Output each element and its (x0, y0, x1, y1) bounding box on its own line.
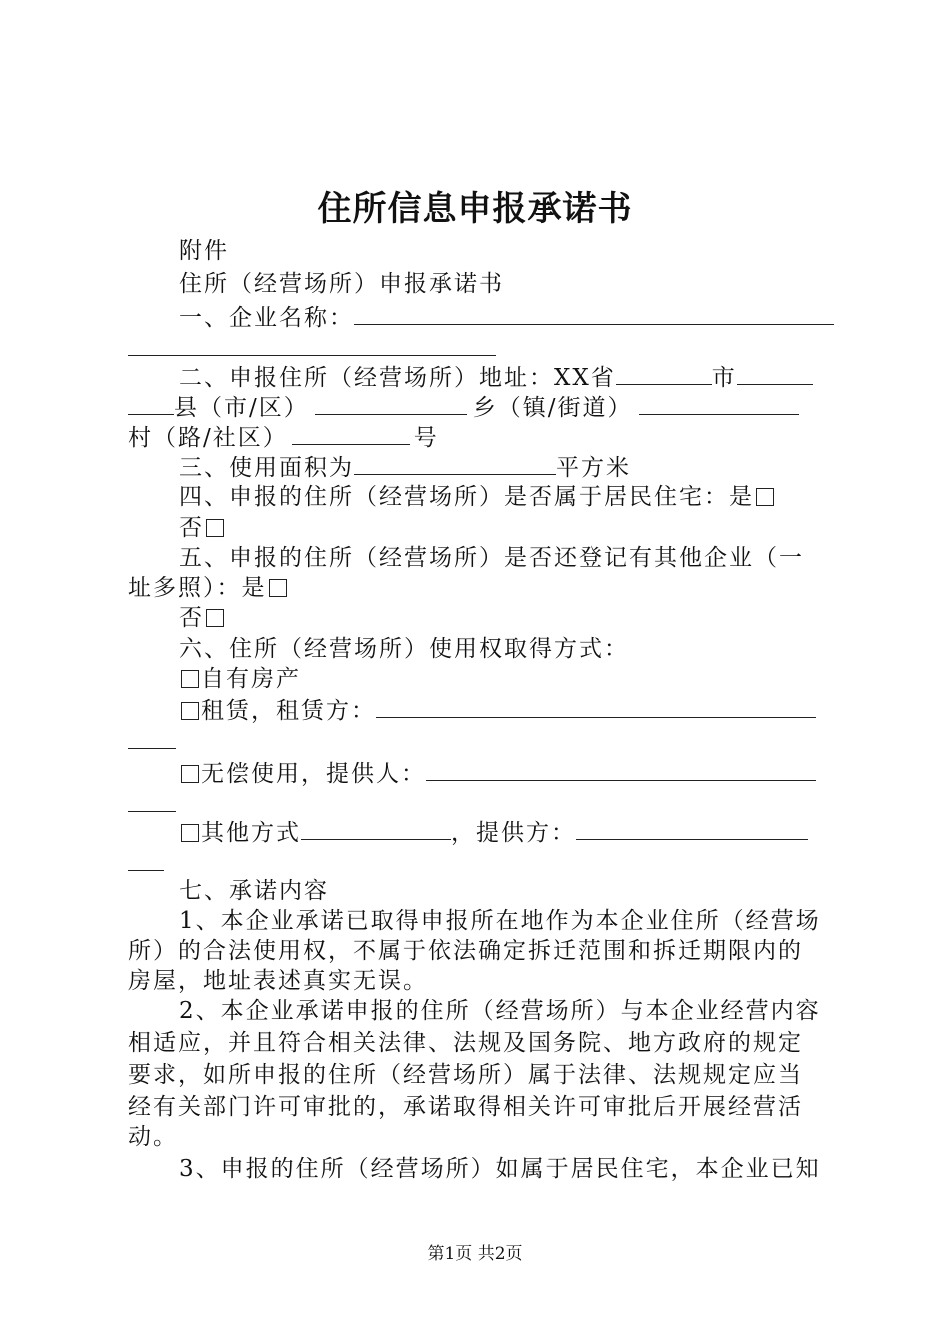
attachment-label: 附件 (179, 238, 229, 264)
town-label: 乡（镇/街道） (472, 395, 633, 421)
other-provider-label: ，提供方： (451, 820, 576, 846)
provider-field-cont[interactable] (128, 789, 176, 812)
item4-yes-checkbox[interactable] (756, 488, 774, 506)
commitment-2-line4: 经有关部门许可审批的，承诺取得相关许可审批后开展经营活 (128, 1094, 803, 1120)
commitment-2-line5: 动。 (128, 1124, 178, 1150)
free-use-checkbox[interactable] (181, 765, 199, 783)
item1-continuation (128, 333, 832, 364)
own-property-checkbox[interactable] (181, 670, 199, 688)
item7-label: 七、承诺内容 (179, 878, 329, 904)
item2-address-line3 (128, 422, 832, 453)
other-method-label: 其他方式 (201, 820, 301, 846)
item4-no-row (128, 513, 883, 543)
item4-no-checkbox[interactable] (206, 519, 224, 537)
item4-no-label: 否 (179, 515, 204, 541)
item6-free-row (128, 758, 883, 789)
item2-lead: 二、申报住所（经营场所）地址：XX省 (179, 365, 616, 391)
lessor-field[interactable] (376, 695, 816, 718)
other-method-field[interactable] (301, 817, 451, 840)
provider-field[interactable] (426, 758, 816, 781)
item3-lead: 三、使用面积为 (179, 455, 354, 481)
company-name-field-cont[interactable] (128, 333, 496, 356)
commitment-1-line3: 房屋，地址表述真实无误。 (128, 968, 428, 994)
other-method-checkbox[interactable] (181, 824, 199, 842)
item3-area (128, 452, 883, 483)
free-use-label: 无偿使用，提供人： (201, 761, 426, 787)
commitment-2-line1: 2、本企业承诺申报的住所（经营场所）与本企业经营内容 (179, 998, 821, 1024)
item1-company-name (128, 302, 883, 333)
lease-checkbox[interactable] (181, 702, 199, 720)
other-provider-field[interactable] (576, 817, 808, 840)
area-field[interactable] (354, 452, 556, 475)
item2-address-line1 (128, 362, 883, 393)
item6-free-cont (128, 789, 832, 820)
item6-own-row (128, 664, 883, 694)
document-title: 住所信息申报承诺书 (317, 189, 633, 229)
area-unit: 平方米 (556, 455, 631, 481)
item5-question-part2: 址多照）：是 (128, 575, 267, 601)
item6-other-row (128, 817, 883, 848)
item1-label: 一、企业名称： (179, 305, 354, 331)
page-footer: 第1页 共2页 (427, 1244, 523, 1264)
village-field[interactable] (292, 422, 410, 445)
company-name-field[interactable] (354, 302, 834, 325)
city-label: 市 (711, 365, 737, 391)
item5-question-line2 (128, 573, 832, 603)
item4-residential (128, 482, 883, 512)
number-label: 号 (413, 425, 439, 451)
commitment-2-line3: 要求，如所申报的住所（经营场所）属于法律、法规规定应当 (128, 1062, 803, 1088)
item5-no-row (128, 603, 883, 633)
county-label: 县（市/区） (174, 395, 309, 421)
commitment-2-line2: 相适应，并且符合相关法律、法规及国务院、地方政府的规定 (128, 1030, 803, 1056)
item4-question: 四、申报的住所（经营场所）是否属于居民住宅：是 (179, 484, 754, 510)
commitment-3-line1: 3、申报的住所（经营场所）如属于居民住宅，本企业已知 (179, 1156, 821, 1182)
item6-label: 六、住所（经营场所）使用权取得方式： (179, 636, 629, 662)
item2-address-line2 (128, 392, 832, 423)
own-property-label: 自有房产 (201, 666, 301, 692)
item5-no-label: 否 (179, 605, 204, 631)
item5-yes-checkbox[interactable] (269, 579, 287, 597)
commitment-1-line2: 所）的合法使用权，不属于依法确定拆迁范围和拆迁期限内的 (128, 938, 803, 964)
commitment-1-line1: 1、本企业承诺已取得申报所在地作为本企业住所（经营场 (179, 908, 821, 934)
county-field[interactable] (315, 392, 467, 415)
other-provider-field-cont[interactable] (128, 848, 164, 871)
city-field[interactable] (737, 362, 813, 385)
item6-lease-cont (128, 726, 832, 757)
item5-question-line1: 五、申报的住所（经营场所）是否还登记有其他企业（一 (179, 545, 804, 571)
subtitle: 住所（经营场所）申报承诺书 (179, 271, 504, 297)
item6-other-cont (128, 848, 832, 879)
province-field[interactable] (616, 362, 712, 385)
village-label: 村（路/社区） (128, 425, 288, 451)
item6-lease-row (128, 695, 883, 726)
city-field-cont[interactable] (128, 392, 174, 415)
town-field[interactable] (639, 392, 799, 415)
item5-no-checkbox[interactable] (206, 609, 224, 627)
lease-label: 租赁，租赁方： (201, 698, 376, 724)
lessor-field-cont[interactable] (128, 726, 176, 749)
